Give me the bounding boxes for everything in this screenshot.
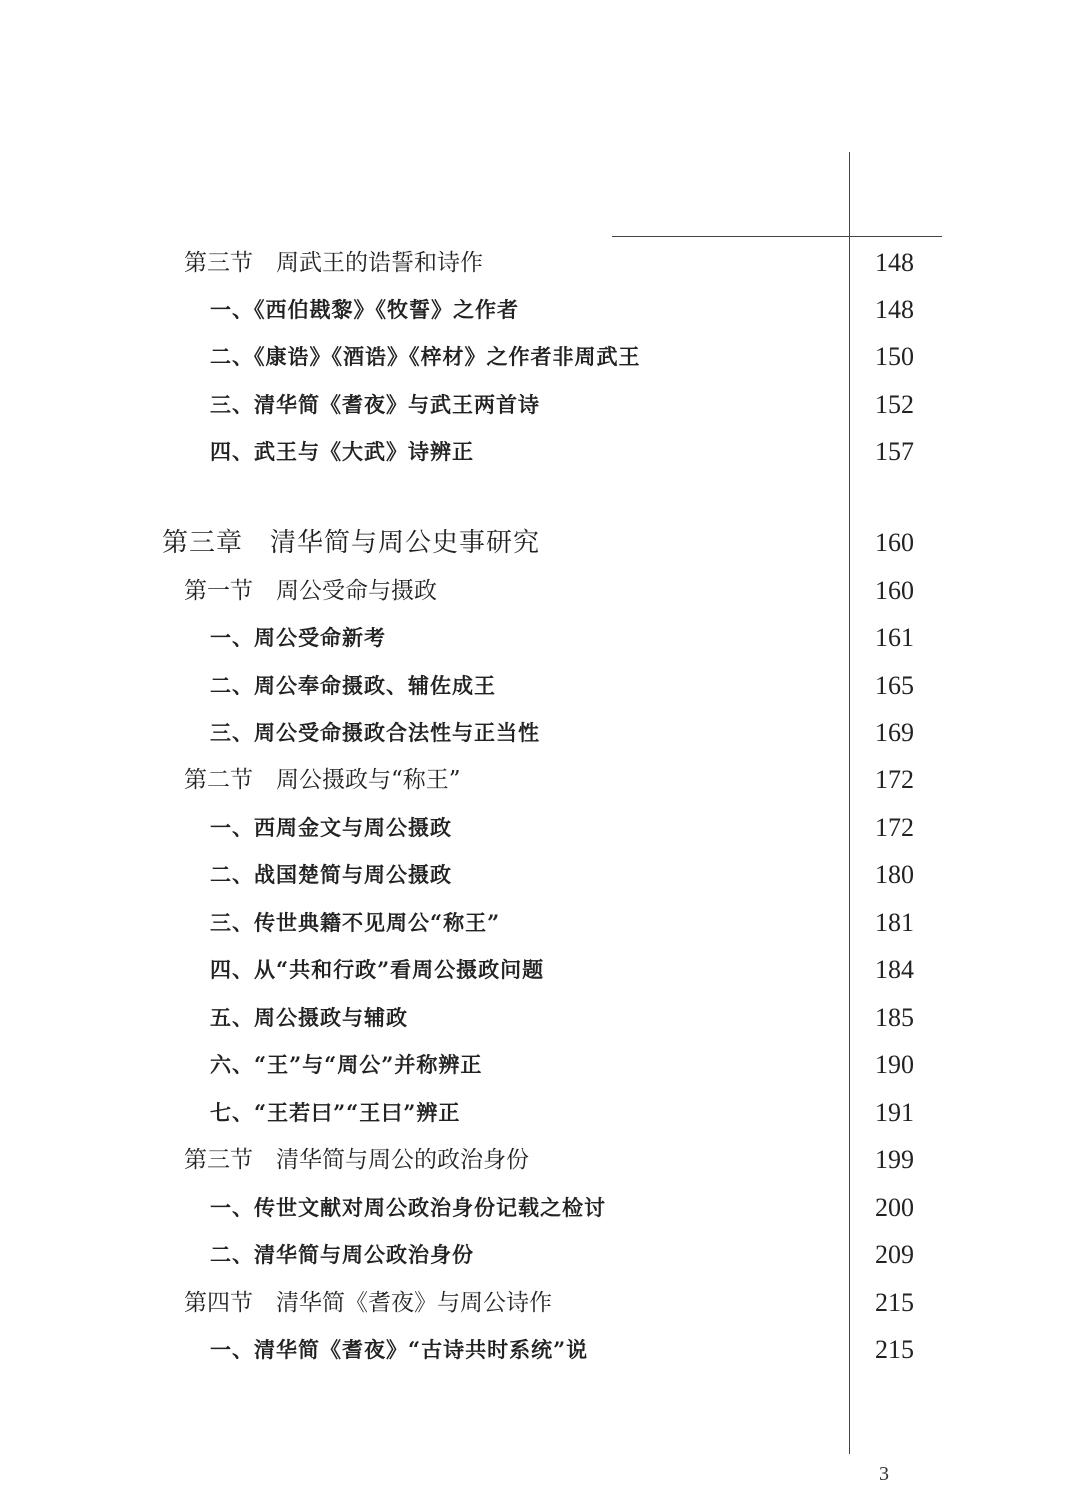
toc-entry-page: 191: [875, 1098, 914, 1127]
toc-entry: [0, 1330, 1080, 1370]
toc-entry-page: 215: [875, 1335, 914, 1364]
toc-entry-title: 五、周公摄政与辅政: [210, 1005, 408, 1030]
toc-entry: [0, 713, 1080, 753]
toc-entry-page: 160: [875, 576, 914, 605]
toc-entry-title: 第三节 清华简与周公的政治身份: [184, 1147, 529, 1173]
toc-entry: [0, 903, 1080, 943]
toc-entry-page: 160: [875, 528, 914, 557]
toc-entry-page: 165: [875, 671, 914, 700]
toc-entry: [0, 855, 1080, 895]
toc-entry: [0, 1140, 1080, 1180]
toc-entry-title: 三、周公受命摄政合法性与正当性: [210, 720, 540, 745]
toc-entry-title: 二、《康诰》《酒诰》《梓材》之作者非周武王: [210, 344, 641, 369]
toc-entry: [0, 385, 1080, 425]
toc-entry-page: 169: [875, 718, 914, 747]
toc-entry-title: 第三章 清华简与周公史事研究: [162, 528, 541, 558]
toc-chapter: [0, 523, 1080, 563]
toc-entry-title: 四、从“共和行政”看周公摄政问题: [210, 957, 545, 982]
toc-entry-page: 172: [875, 813, 914, 842]
toc-entry-title: 三、清华简《耆夜》与武王两首诗: [210, 392, 540, 417]
toc-entry: [0, 950, 1080, 990]
page-number: 3: [879, 1463, 889, 1485]
toc-entry: [0, 571, 1080, 611]
toc-entry: [0, 243, 1080, 283]
toc-entry-title: 一、周公受命新考: [210, 625, 386, 650]
toc-entry-page: 190: [875, 1050, 914, 1079]
toc-entry-page: 185: [875, 1003, 914, 1032]
toc-entry-page: 200: [875, 1193, 914, 1222]
toc-entry-title: 一、清华简《耆夜》“古诗共时系统”说: [210, 1337, 589, 1362]
toc-entry-title: 一、《西伯戡黎》《牧誓》之作者: [210, 297, 519, 322]
toc-entry-page: 152: [875, 390, 914, 419]
toc-entry-title: 七、“王若曰”“王曰”辨正: [210, 1100, 461, 1125]
toc-entry-title: 一、西周金文与周公摄政: [210, 815, 452, 840]
toc-entry-title: 二、清华简与周公政治身份: [210, 1242, 474, 1267]
toc-entry-title: 一、传世文献对周公政治身份记载之检讨: [210, 1195, 606, 1220]
toc-entry-title: 第二节 周公摄政与“称王”: [184, 767, 461, 793]
toc-entry: [0, 998, 1080, 1038]
toc-entry: [0, 290, 1080, 330]
toc-entry: [0, 1045, 1080, 1085]
toc-entry: [0, 1188, 1080, 1228]
toc-entry: [0, 618, 1080, 658]
toc-entry: [0, 760, 1080, 800]
toc-entry-title: 六、“王”与“周公”并称辨正: [210, 1052, 483, 1077]
toc-entry: [0, 337, 1080, 377]
toc-entry-page: 157: [875, 437, 914, 466]
toc-entry-page: 148: [875, 248, 914, 277]
toc-entry-page: 199: [875, 1145, 914, 1174]
toc-entry: [0, 1093, 1080, 1133]
toc-entry-title: 四、武王与《大武》诗辨正: [210, 439, 474, 464]
toc-entry-page: 209: [875, 1240, 914, 1269]
toc-entry: [0, 666, 1080, 706]
toc-entry-page: 172: [875, 765, 914, 794]
toc-entry-page: 150: [875, 342, 914, 371]
toc-entry-page: 148: [875, 295, 914, 324]
toc-entry-page: 181: [875, 908, 914, 937]
toc-entry-page: 161: [875, 623, 914, 652]
toc-entry-page: 184: [875, 955, 914, 984]
toc-entry-page: 180: [875, 860, 914, 889]
toc-entry-title: 二、周公奉命摄政、辅佐成王: [210, 673, 496, 698]
toc-entry-title: 二、战国楚简与周公摄政: [210, 862, 452, 887]
toc-entry: [0, 1235, 1080, 1275]
toc-entry: [0, 1283, 1080, 1323]
toc-entry-title: 第三节 周武王的诰誓和诗作: [184, 250, 483, 276]
toc-entry-title: 第一节 周公受命与摄政: [184, 578, 437, 604]
toc-entry: [0, 808, 1080, 848]
toc-entry-page: 215: [875, 1288, 914, 1317]
toc-entry: [0, 432, 1080, 472]
toc-entry-title: 第四节 清华简《耆夜》与周公诗作: [184, 1290, 552, 1316]
toc-entry-title: 三、传世典籍不见周公“称王”: [210, 910, 501, 935]
